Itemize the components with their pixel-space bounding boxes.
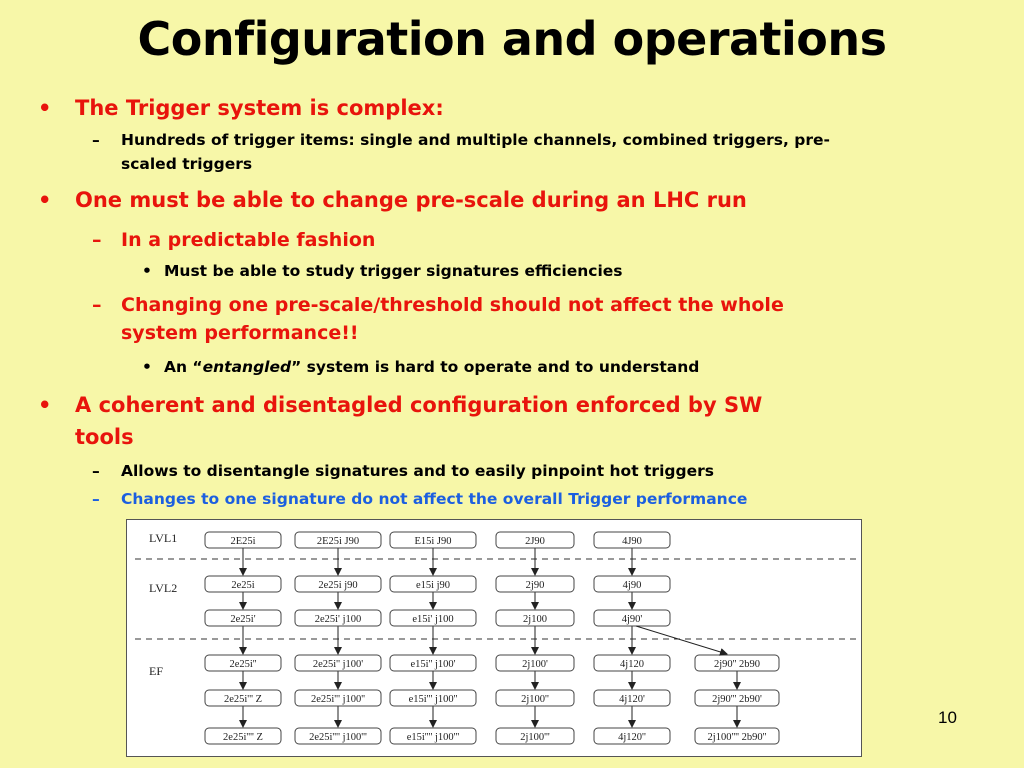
ef-node-label: e15i'''' j100''' — [406, 732, 460, 743]
ef-node-label: 2j90''' 2b90' — [712, 694, 762, 705]
level-label-ef: EF — [149, 664, 164, 678]
bullet-marker: • — [142, 358, 152, 376]
page-number: 10 — [938, 708, 957, 727]
bullet-2: One must be able to change pre-scale during an LHC run — [75, 188, 747, 212]
ef-node-label: 4j120' — [619, 694, 645, 705]
lvl2-node-label: e15i' j100 — [412, 614, 454, 625]
lvl2-node-label: 2e25i — [231, 580, 255, 591]
entangled-prefix: An “ — [164, 358, 203, 376]
bullet-2-sub-2-line-1: Changing one pre-scale/threshold should not affect the whole — [121, 294, 784, 316]
bullet-marker: • — [38, 96, 52, 120]
lvl1-node-label: 2E25i J90 — [316, 536, 360, 547]
slide-title: Configuration and operations — [137, 12, 887, 66]
lvl2-node-label: 2e25i' — [230, 614, 256, 625]
ef-node-label: 2j100' — [522, 659, 548, 670]
bullet-marker: • — [38, 393, 52, 417]
bullet-3-line-1: A coherent and disentagled configuration enforced by SW — [75, 393, 763, 417]
level-label-lvl2: LVL2 — [149, 581, 178, 595]
bullet-marker: • — [38, 188, 52, 212]
bullet-2-sub-2-sub-1 — [164, 358, 699, 376]
lvl2-node-label: 2j90 — [525, 580, 545, 591]
dash-marker: – — [92, 294, 102, 316]
level-label-lvl1: LVL1 — [149, 531, 178, 545]
bullet-2-sub-1-sub-1: Must be able to study trigger signatures efficiencies — [164, 262, 623, 280]
ef-node-label: 2e25i'' j100' — [312, 659, 364, 670]
bullet-1-sub-1-line-2: scaled triggers — [121, 155, 253, 173]
lvl2-node-label: 2j100 — [523, 614, 547, 625]
lvl1-node-label: 2E25i — [230, 536, 256, 547]
bullet-marker: • — [142, 262, 152, 280]
lvl1-node-label: 4J90 — [622, 536, 642, 547]
dash-marker: – — [92, 462, 100, 480]
ef-node-label: 2j100''' — [520, 732, 550, 743]
ef-node-label: 2e25i''' Z — [223, 694, 263, 705]
dash-marker: – — [92, 131, 100, 149]
dash-marker: – — [92, 490, 100, 508]
entangled-suffix: ” system is hard to operate and to understand — [291, 358, 700, 376]
ef-node-label: 2j100'' — [521, 694, 549, 705]
bullet-3-sub-2: Changes to one signature do not affect the overall Trigger performance — [121, 490, 748, 508]
lvl2-node-label: 2e25i j90 — [318, 580, 358, 591]
bullet-2-sub-1: In a predictable fashion — [121, 229, 376, 251]
ef-node-label: 2e25i'' — [229, 659, 257, 670]
trigger-chain-diagram — [126, 519, 862, 757]
lvl2-node-label: e15i j90 — [415, 580, 451, 591]
bullet-2-sub-2-line-2: system performance!! — [121, 322, 359, 344]
trigger-chain-svg — [127, 520, 861, 756]
lvl2-node-label: 4j90 — [622, 580, 642, 591]
lvl2-node-label: 4j90' — [621, 614, 643, 625]
ef-node-label: 2e25i''' j100'' — [310, 694, 366, 705]
ef-node-label: 2j100'''' 2b90'' — [707, 732, 767, 743]
entangled-emphasis: entangled — [202, 358, 292, 376]
bullet-3-line-2: tools — [75, 425, 134, 449]
lvl1-node-label: E15i J90 — [414, 536, 452, 547]
ef-node-label: e15i''' j100'' — [408, 694, 458, 705]
lvl2-node-label: 2e25i' j100 — [314, 614, 362, 625]
ef-node-label: 4j120 — [620, 659, 644, 670]
ef-node-label: e15i'' j100' — [410, 659, 456, 670]
bullet-3-sub-1: Allows to disentangle signatures and to easily pinpoint hot triggers — [121, 462, 714, 480]
dash-marker: – — [92, 229, 102, 251]
ef-node-label: 2e25i'''' j100''' — [309, 732, 367, 743]
bullet-1-sub-1-line-1: Hundreds of trigger items: single and multiple channels, combined triggers, pre- — [121, 131, 830, 149]
ef-node-label: 2j90'' 2b90 — [713, 659, 761, 670]
ef-node-label: 4j120'' — [618, 732, 646, 743]
lvl1-node-label: 2J90 — [525, 536, 545, 547]
ef-node-label: 2e25i'''' Z — [223, 732, 263, 743]
branch-arrow — [636, 626, 727, 654]
bullet-1: The Trigger system is complex: — [75, 96, 444, 120]
